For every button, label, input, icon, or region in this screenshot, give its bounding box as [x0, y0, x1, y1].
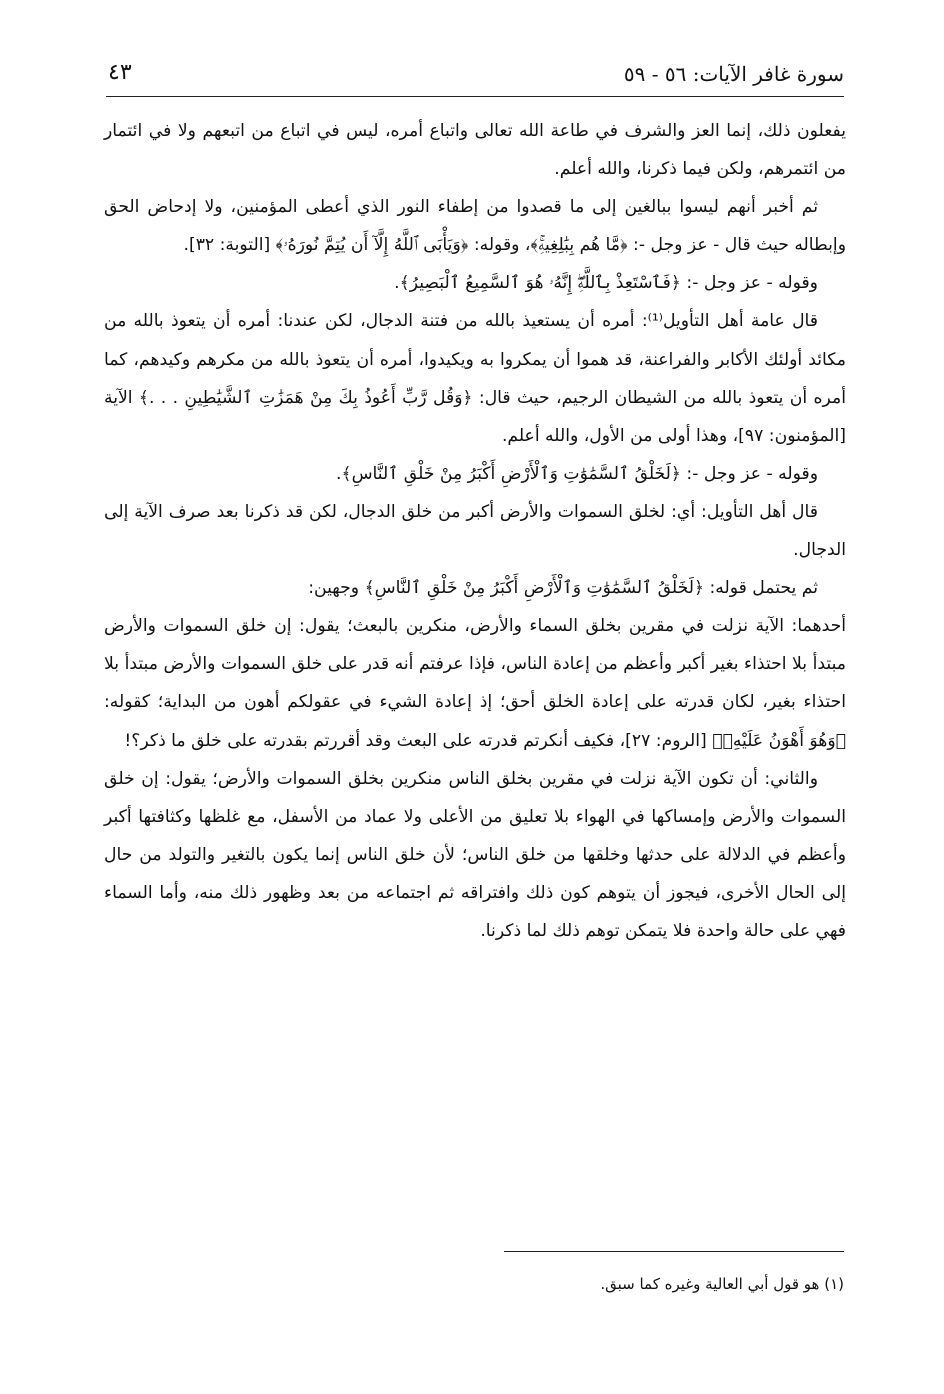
paragraph: ثم أخبر أنهم ليسوا ببالغين إلى ما قصدوا من إطفاء النور الذي أعطى المؤمنين، ولا إدحاض الحق وإبطاله حيث قال - عز وجل -: ﴿مَّا هُم بِبَٰلِغِيهِۚ﴾، وقوله: ﴿وَيَأْبَى ٱللَّهُ إِلَّآ أَن يُتِمَّ نُورَهُۥ﴾ [التوبة: ٣٢].	[104, 197, 846, 256]
paragraph: ثم يحتمل قوله: ﴿لَخَلْقُ ٱلسَّمَٰوَٰتِ وَٱلْأَرْضِ أَكْبَرُ مِنْ خَلْقِ ٱلنَّاسِ﴾ وجهين:	[308, 578, 818, 599]
paragraph: وقوله - عز وجل -: ﴿فَٱسْتَعِذْ بِٱللَّهِۖ إِنَّهُۥ هُوَ ٱلسَّمِيعُ ٱلْبَصِيرُ﴾.	[394, 273, 818, 294]
page-number: ٤٣	[108, 60, 132, 85]
main-text	[104, 112, 846, 950]
paragraph: قال أهل التأويل: أي: لخلق السموات والأرض أكبر من خلق الدجال، لكن قد ذكرنا بعد صرف الآية إلى الدجال.	[104, 501, 846, 561]
paragraph: أحدهما: الآية نزلت في مقرين بخلق السماء والأرض، منكرين بالبعث؛ يقول: إن خلق السموات والأرض مبتدأ بلا احتذاء بغير أكبر وأعظم من إعادة الناس، فإذا عرفتم أنه قدر على خلق السموات والأرض مبتدأ بلا احتذاء بغير، لكان قدرته على إعادة الخلق أحق؛ إذ إعادة الشيء في عقولكم أهون من البداية؛ كقوله: ﴿وَهُوَ أَهْوَنُ عَلَيْهِۚ﴾ [الروم: ٢٧]، فكيف أنكرتم قدرته على البعث وقد أقررتم بقدرته على خلق ما ذكر؟!	[104, 616, 846, 751]
running-title: سورة غافر الآيات: ٥٦ - ٥٩	[623, 62, 844, 86]
paragraph: قال عامة أهل التأويل⁽¹⁾: أمره أن يستعيذ بالله من فتنة الدجال، لكن عندنا: أمره أن يتعوذ بالله من مكائد أولئك الأكابر والفراعنة، قد هموا أن يمكروا به ويكيدوا، أمره أن يتعوذ بالله من مكرهم وكيدهم، كما أمره أن يتعوذ بالله من الشيطان الرجيم، حيث قال: ﴿وَقُل رَّبِّ أَعُوذُ بِكَ مِنْ هَمَزَٰتِ ٱلشَّيَٰطِينِ . . .﴾ الآية [المؤمنون: ٩٧]، وهذا أولى من الأول، والله أعلم.	[104, 311, 846, 446]
footnote: (١) هو قول أبي العالية وغيره كما سبق.	[600, 1275, 844, 1293]
footnote-divider	[504, 1251, 844, 1252]
header-divider	[106, 96, 844, 97]
paragraph: والثاني: أن تكون الآية نزلت في مقرين بخلق الناس منكرين بخلق السموات والأرض؛ يقول: إن خلق السموات والأرض وإمساكها في الهواء بلا تعليق من الأعلى ولا عماد من الأسفل، مع غلظها وكثافتها أكبر وأعظم في الدلالة على حدثها وخلقها من خلق الناس؛ لأن خلق الناس إنما يكون بالتغير والتولد من حال إلى الحال الأخرى، فيجوز أن يتوهم كون ذلك وافتراقه ثم اجتماعه من بعد وظهور ذلك منه، وأما السماء فهي على حالة واحدة فلا يتمكن توهم ذلك لما ذكرنا.	[104, 768, 846, 941]
paragraph: وقوله - عز وجل -: ﴿لَخَلْقُ ٱلسَّمَٰوَٰتِ وَٱلْأَرْضِ أَكْبَرُ مِنْ خَلْقِ ٱلنَّاسِ﴾.	[336, 463, 818, 484]
paragraph: يفعلون ذلك، إنما العز والشرف في طاعة الله تعالى واتباع أمره، ليس في اتباع من اتبعهم ولا في ائتمار من ائتمرهم، ولكن فيما ذكرنا، والله أعلم.	[104, 121, 846, 180]
page-header	[108, 52, 844, 96]
